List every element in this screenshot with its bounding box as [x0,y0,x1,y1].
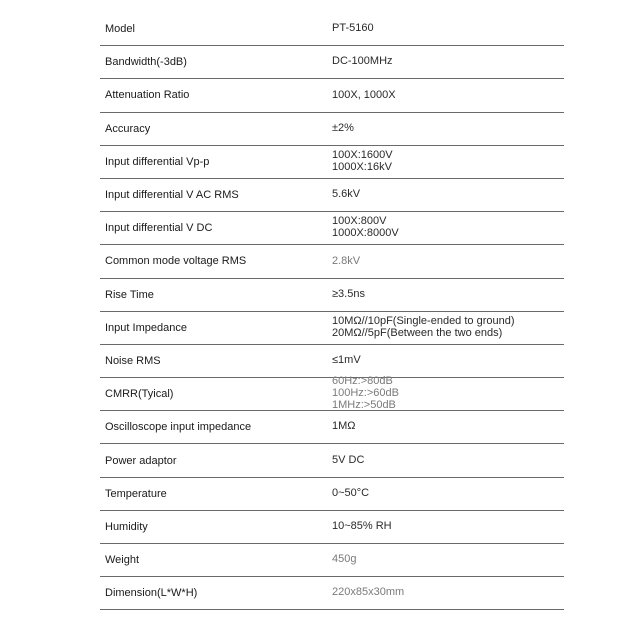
spec-row-input-impedance [100,312,564,345]
spec-value-line: 2.8kV [332,254,361,267]
spec-label: Oscilloscope input impedance [105,421,252,434]
spec-value-line: 10MΩ//10pF(Single-ended to ground) [332,314,515,327]
spec-label: CMRR(Tyical) [105,388,174,401]
spec-row-temperature [100,478,564,511]
spec-value-line: 1000X:16kV [332,160,392,173]
spec-value [332,421,564,433]
spec-value-line: 220x85x30mm [332,586,405,599]
spec-row-noise-rms [100,345,564,378]
spec-label: Input Impedance [105,321,187,334]
spec-row-accuracy [100,113,564,146]
spec-value [332,488,564,500]
spec-value [332,216,564,240]
spec-value-line: 5.6kV [332,188,361,201]
spec-row-input-differential-v-dc [100,212,564,245]
spec-value-line: 1MΩ [332,420,356,433]
spec-value-line: 60Hz:>80dB [332,375,393,388]
spec-value [332,455,564,467]
spec-table [100,13,564,610]
spec-row-humidity [100,511,564,544]
spec-value-line: 5V DC [332,453,365,466]
spec-value [332,376,564,411]
spec-label: Common mode voltage RMS [105,255,247,268]
spec-value [332,521,564,533]
spec-row-cmrr [100,375,564,412]
spec-row-common-mode-voltage [100,245,564,278]
spec-row-model [100,13,564,46]
spec-value-line: 100X:800V [332,215,387,228]
spec-label: Temperature [105,487,167,500]
spec-label: Humidity [105,520,148,533]
spec-label: Accuracy [105,122,151,135]
spec-label: Noise RMS [105,354,161,367]
spec-label: Attenuation Ratio [105,89,190,102]
spec-label: Weight [105,554,140,567]
spec-value-line: 100X:1600V [332,149,393,162]
spec-value-line: ±2% [332,121,354,134]
spec-value [332,150,564,174]
spec-value [332,23,564,35]
spec-value [332,56,564,68]
spec-value [332,289,564,301]
spec-label: Dimension(L*W*H) [105,587,198,600]
spec-value-line: 100Hz:>60dB [332,387,399,400]
spec-row-attenuation-ratio [100,79,564,112]
spec-value-line: 100X, 1000X [332,88,396,101]
spec-value [332,587,564,599]
spec-row-oscilloscope-input-impedance [100,411,564,444]
spec-value-line: 450g [332,553,357,566]
spec-row-power-adaptor [100,444,564,477]
spec-row-input-differential-vpp [100,146,564,179]
spec-label: Input differential Vp-p [105,155,210,168]
spec-label: Model [105,23,135,36]
spec-value-line: ≥3.5ns [332,287,365,300]
spec-value [332,123,564,135]
spec-value [332,90,564,102]
spec-label: Rise Time [105,288,154,301]
spec-label: Input differential V DC [105,222,213,235]
spec-row-weight [100,544,564,577]
spec-label: Bandwidth(-3dB) [105,56,187,69]
spec-value [332,256,564,268]
spec-label: Input differential V AC RMS [105,189,239,202]
spec-value-line: 0~50°C [332,486,370,499]
spec-row-bandwidth [100,46,564,79]
spec-row-rise-time [100,279,564,312]
spec-row-dimension [100,577,564,610]
spec-value [332,189,564,201]
spec-value [332,355,564,367]
spec-value-line: 1000X:8000V [332,227,399,240]
spec-value-line: 20MΩ//5pF(Between the two ends) [332,326,503,339]
spec-value-line: 1MHz:>50dB [332,399,396,412]
spec-label: Power adaptor [105,454,177,467]
spec-value-line: PT-5160 [332,22,374,35]
spec-value [332,316,564,340]
spec-value-line: DC-100MHz [332,55,393,68]
spec-value [332,554,564,566]
spec-value-line: 10~85% RH [332,520,392,532]
spec-row-input-differential-v-ac-rms [100,179,564,212]
spec-value-line: ≤1mV [332,354,361,367]
